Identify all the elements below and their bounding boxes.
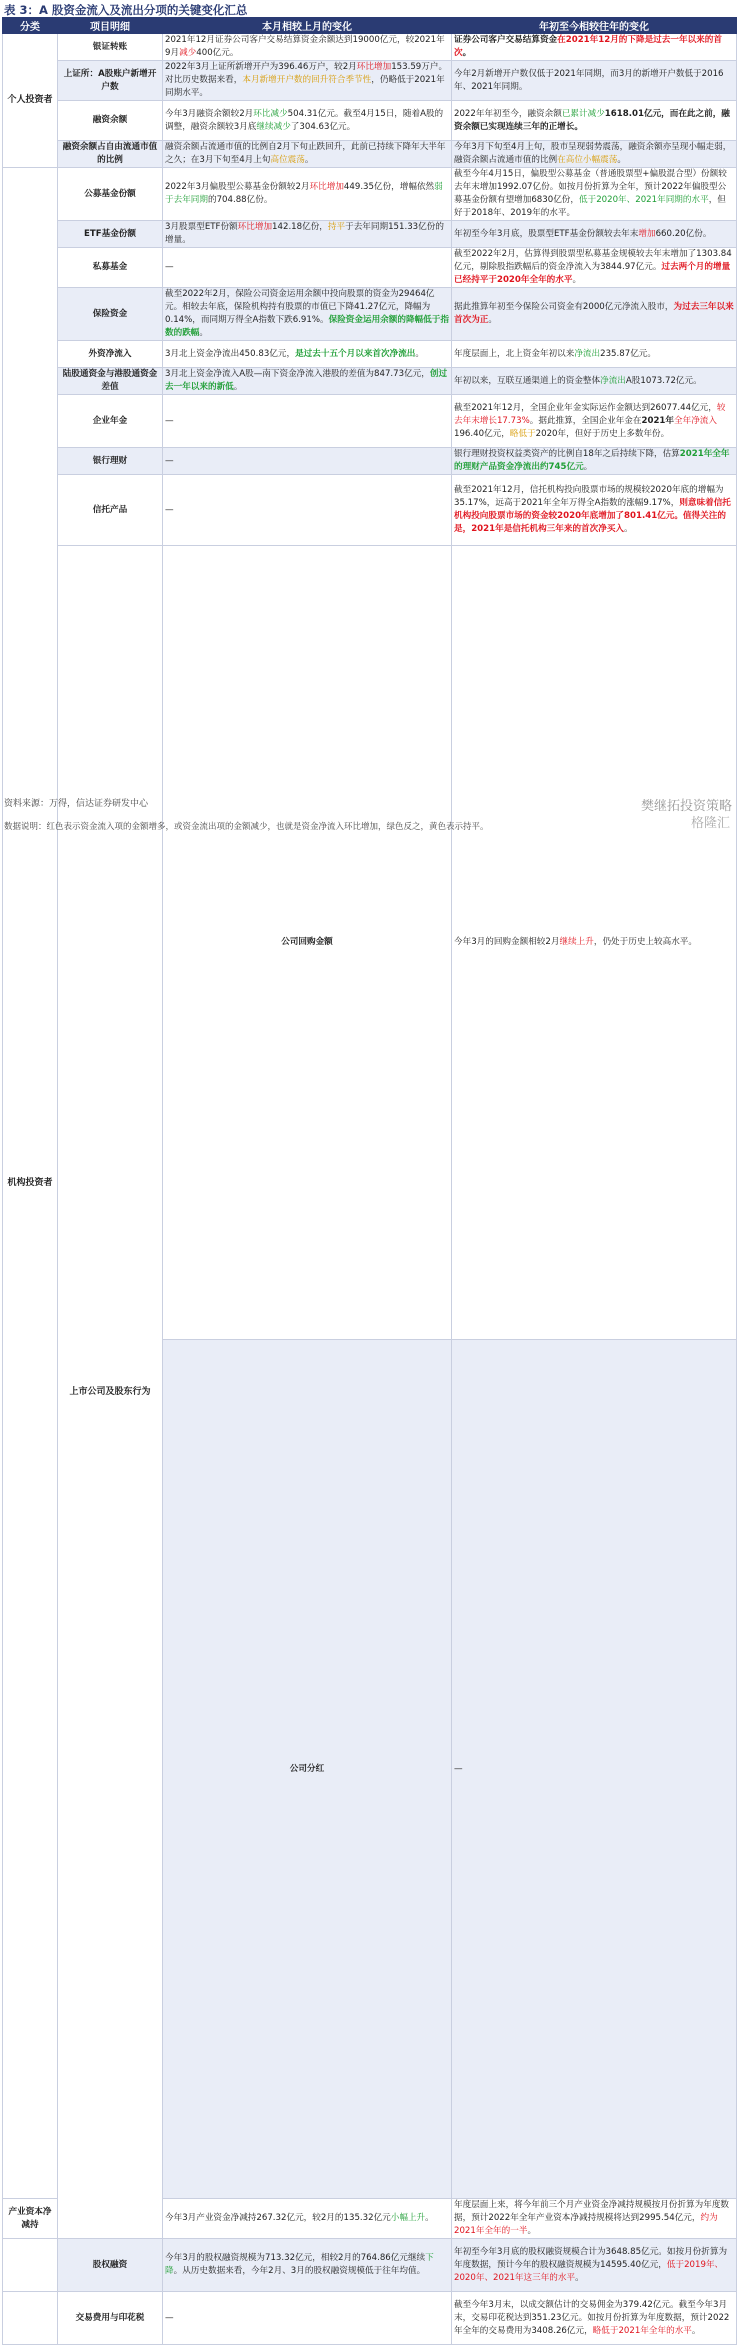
fund-flow-table <box>2 17 737 2345</box>
data-note: 数据说明：红色表示资金流入项的金额增多，或资金流出项的金额减少，也就是资金净流入环比增加，绿色反之，黄色表示持平。 <box>4 822 489 832</box>
item-insurance: 保险资金 <box>58 288 163 341</box>
ytd-etf: 年初至今年3月底，股票型ETF基金份额较去年末增加660.20亿份。 <box>452 221 737 248</box>
mom-public-funds: 2022年3月偏股型公募基金份额较2月环比增加449.35亿份，增幅依然弱于去年同期的704.88亿份。 <box>163 168 452 221</box>
mom-margin-ratio: 融资余额占流通市值的比例自2月下旬止跌回升，此前已持续下降年大半年之久；在3月下旬至4月上旬高位震荡。 <box>163 141 452 168</box>
table-row <box>3 248 737 288</box>
ytd-annuity: 截至2021年12月，全国企业年金实际运作金额达到26077.44亿元，较去年末增长17.73%。据此推算，全国企业年金在2021年全年净流入196.40亿元，略低于2020年，但好于历史上多数年份。 <box>452 395 737 448</box>
mom-new-accounts: 2022年3月上证所新增开户为396.46万户，较2月环比增加153.59万户。对比历史数据来看，本月新增开户数的回升符合季节性，仍略低于2021年同期水平。 <box>163 61 452 101</box>
mom-equity-financing: 今年3月的股权融资规模为713.32亿元，相较2月的764.86亿元继续下降。从历史数据来看，今年2月、3月的股权融资规模低于往年均值。 <box>163 2239 452 2292</box>
item-equity-financing: 股权融资 <box>58 2239 163 2292</box>
ytd-stamp-duty: 截至今年3月末，以成交额估计的交易佣金为379.42亿元。截至今年3月末，交易印花税达到351.23亿元。如按月份折算为年度数据，预计2022年全年的交易费用为3408.26亿元，略低于2021年全年的水平。 <box>452 2292 737 2345</box>
category-institutional: 机构投资者 <box>3 168 58 2199</box>
table-row <box>3 475 737 546</box>
item-buyback: 公司回购金额 <box>163 546 452 1340</box>
mom-stamp-duty: — <box>163 2292 452 2345</box>
table-row <box>3 2292 737 2345</box>
table-header-row <box>3 18 737 34</box>
table-row <box>3 546 737 1340</box>
mom-private-funds: — <box>163 248 452 288</box>
item-southbound: 陆股通资金与港股通资金差值 <box>58 368 163 395</box>
table-row <box>3 168 737 221</box>
ytd-equity-financing: 年初至今年3月底的股权融资规模合计为3648.85亿元。如按月份折算为年度数据，预计今年的股权融资规模为14595.40亿元，低于2019年、2020年、2021年这三年的水平。 <box>452 2239 737 2292</box>
ytd-reduction: 年度层面上来，将今年前三个月产业资金净减持规模按月份折算为年度数据，预计2022年全年产业资本净减持规模将达到2995.54亿元，约为2021年全年的一半。 <box>452 2199 737 2239</box>
source-note: 资料来源：万得，信达证券研发中心 <box>4 799 149 809</box>
mom-insurance: 截至2022年2月，保险公司资金运用余额中投向股票的资金为29464亿元。相较去年底，保险机构持有股票的市值已下降41.27亿元，降幅为0.14%，而同期万得全A指数下跌6.91%。保险资金运用余额的降幅低于指数的跌幅。 <box>163 288 452 341</box>
item-foreign: 外资净流入 <box>58 341 163 368</box>
table-row <box>3 61 737 101</box>
ytd-foreign: 年度层面上，北上资金年初以来净流出235.87亿元。 <box>452 341 737 368</box>
mom-dividend: — <box>452 1340 737 2199</box>
item-margin: 融资余额 <box>58 101 163 141</box>
ytd-margin: 2022年年初至今，融资余额已累计减少1618.01亿元，而在此之前，融资余额已实现连续三年的正增长。 <box>452 101 737 141</box>
table-row <box>3 221 737 248</box>
table-title: 表 3：A 股资金流入及流出分项的关键变化汇总 <box>4 3 248 17</box>
item-new-accounts: 上证所：A股账户新增开户数 <box>58 61 163 101</box>
mom-buyback: 今年3月的回购金额相较2月继续上升，仍处于历史上较高水平。 <box>452 546 737 1340</box>
item-trust: 信托产品 <box>58 475 163 546</box>
ytd-wealth: 银行理财投资权益类资产的比例自18年之后持续下降，估算2021年全年的理财产品资金净流出约745亿元。 <box>452 448 737 475</box>
item-annuity: 企业年金 <box>58 395 163 448</box>
table-row <box>3 288 737 341</box>
mom-trust: — <box>163 475 452 546</box>
mom-foreign: 3月北上资金净流出450.83亿元，是过去十五个月以来首次净流出。 <box>163 341 452 368</box>
table-row <box>3 368 737 395</box>
mom-bank-transfer: 2021年12月证券公司客户交易结算资金余额达到19000亿元，较2021年9月减少400亿元。 <box>163 34 452 61</box>
table-row <box>3 101 737 141</box>
ytd-southbound: 年初以来，互联互通渠道上的资金整体净流出A股1073.72亿元。 <box>452 368 737 395</box>
header-item: 项目明细 <box>58 18 163 34</box>
table-row <box>3 141 737 168</box>
table-row <box>3 34 737 61</box>
header-ytd: 年初至今相较往年的变化 <box>452 18 737 34</box>
mom-margin: 今年3月融资余额较2月环比减少504.31亿元。截至4月15日，随着A股的调整，融资余额较3月底继续减少了304.63亿元。 <box>163 101 452 141</box>
header-mom: 本月相较上月的变化 <box>163 18 452 34</box>
watermark-account: 樊继拓投资策略 <box>640 799 732 814</box>
item-public-funds: 公募基金份额 <box>58 168 163 221</box>
ytd-new-accounts: 今年2月新增开户数仅低于2021年同期，而3月的新增开户数低于2016年、2021年同期。 <box>452 61 737 101</box>
table-row <box>3 2239 737 2292</box>
item-dividend: 公司分红 <box>163 1340 452 2199</box>
category-individual: 个人投资者 <box>3 34 58 168</box>
item-wealth: 银行理财 <box>58 448 163 475</box>
ytd-trust: 截至2021年12月，信托机构投向股票市场的规模较2020年底的增幅为35.17%，远高于2021年全年万得全A指数的涨幅9.17%，则意味着信托机构投向股票市场的资金较2020年底增加了801.41亿元。值得关注的是，2021年是信托机构三年来的首次净买入。 <box>452 475 737 546</box>
mom-wealth: — <box>163 448 452 475</box>
ytd-private-funds: 截至2022年2月，估算得到股票型私募基金规模较去年末增加了1303.84亿元，剔除股指跌幅后的资金净流入为3844.97亿元。过去两个月的增量已经持平于2020年全年的水平。 <box>452 248 737 288</box>
ytd-bank-transfer: 证券公司客户交易结算资金在2021年12月的下降是过去一年以来的首次。 <box>452 34 737 61</box>
header-category: 分类 <box>3 18 58 34</box>
mom-southbound: 3月北上资金净流入A股—南下资金净流入港股的差值为847.73亿元，创过去一年以来的新低。 <box>163 368 452 395</box>
ytd-insurance: 据此推算年初至今保险公司资金有2000亿元净流入股市，为过去三年以来首次为正。 <box>452 288 737 341</box>
item-bank-transfer: 银证转账 <box>58 34 163 61</box>
mom-reduction: 今年3月产业资金净减持267.32亿元，较2月的135.32亿元小幅上升。 <box>163 2199 452 2239</box>
category-listed: 上市公司及股东行为 <box>58 546 163 2239</box>
ytd-public-funds: 截至今年4月15日，偏股型公募基金（普通股票型+偏股混合型）份额较去年末增加1992.07亿份。如按月份折算为全年，预计2022年偏股型公募基金份额有望增加6830亿份，低于2020年、2021年同期的水平，但好于2018年、2019年的水平。 <box>452 168 737 221</box>
item-etf: ETF基金份额 <box>58 221 163 248</box>
category-empty <box>3 2239 58 2292</box>
item-reduction: 产业资本净减持 <box>3 2199 58 2239</box>
mom-etf: 3月股票型ETF份额环比增加142.18亿份，持平于去年同期151.33亿份的增量。 <box>163 221 452 248</box>
watermark-logo: 格隆汇 <box>690 816 730 831</box>
item-margin-ratio: 融资余额占自由流通市值的比例 <box>58 141 163 168</box>
item-private-funds: 私募基金 <box>58 248 163 288</box>
table-row <box>3 448 737 475</box>
item-stamp-duty: 交易费用与印花税 <box>58 2292 163 2345</box>
ytd-margin-ratio: 今年3月下旬至4月上旬，股市呈现弱势震荡，融资余额亦呈现小幅走弱，融资余额占流通市值的比例在高位小幅震荡。 <box>452 141 737 168</box>
mom-annuity: — <box>163 395 452 448</box>
table-row <box>3 395 737 448</box>
table-row <box>3 341 737 368</box>
category-empty-2 <box>3 2292 58 2345</box>
